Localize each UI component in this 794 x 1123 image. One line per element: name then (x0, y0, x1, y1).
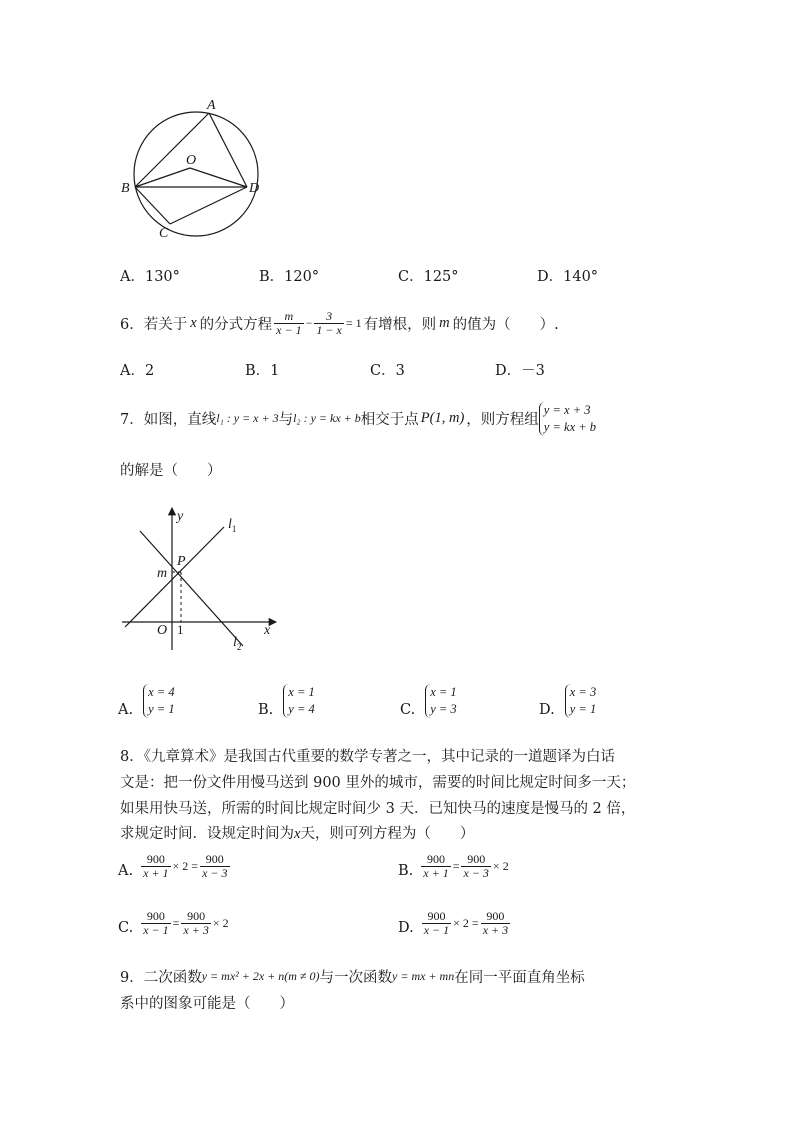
q9-quadratic: y = mx² + 2x + n(m ≠ 0) (201, 969, 320, 983)
q7-option-d-letter: D. (539, 701, 555, 718)
label-p: P (177, 554, 186, 569)
q8-option-b-d1: x + 1 (423, 865, 449, 880)
label-m: m (157, 566, 168, 581)
q6-stem (120, 310, 559, 336)
q6-var-x: x (190, 314, 197, 331)
q7-option-a[interactable] (118, 684, 175, 718)
circle-o (134, 112, 258, 236)
q8-line-3: 如果用快马送，所需的时间比规定时间少 3 天．已知快马的速度是慢马的 2 倍， (120, 801, 636, 817)
q7-sys-row2: y = kx + b (543, 419, 597, 434)
label-one: 1 (177, 622, 184, 637)
q8-option-d-letter: D. (398, 920, 414, 937)
q8-option-a-mid: × 2 = (172, 858, 199, 873)
segment-ab (135, 113, 209, 187)
q8-option-c-frac2 (181, 910, 210, 936)
label-l2-sub: 2 (236, 642, 242, 652)
axis-label-x: x (264, 623, 271, 638)
q8-option-b-letter: B. (398, 863, 414, 880)
q8-option-d-n2: 900 (481, 910, 510, 924)
q7-option-d[interactable] (539, 684, 596, 718)
q7-number: 7． (120, 412, 144, 429)
q6-frac2-den: 1 − x (316, 322, 342, 337)
axis-label-y: y (177, 509, 184, 524)
q6-frac1-den: x − 1 (276, 322, 302, 337)
q8-option-c-d2: x + 3 (183, 922, 209, 937)
label-origin: O (157, 623, 168, 638)
q6-option-b[interactable]: B．1 (245, 363, 280, 379)
q7-option-d-row2: y = 1 (569, 701, 597, 716)
q8-line-1: 8．《九章算术》是我国古代重要的数学专著之一，其中记录的一道题译为白话 (120, 749, 615, 765)
q7-option-d-row1: x = 3 (569, 685, 597, 699)
q8-option-a-d2: x − 3 (202, 865, 228, 880)
q7-text4: ，则方程组 (466, 412, 539, 429)
label-c: C (159, 226, 169, 241)
q7-option-c-letter: C. (400, 701, 416, 718)
circle-figure (110, 95, 280, 245)
q7-option-a-system (143, 684, 174, 718)
q6-fraction-1 (274, 310, 303, 336)
q7-option-b-row1: x = 1 (288, 685, 315, 699)
q8-option-d[interactable] (398, 910, 512, 936)
q5-option-c[interactable]: C．125° (398, 269, 459, 285)
label-b: B (121, 181, 130, 196)
q7-option-c-row2: y = 3 (430, 701, 457, 716)
q6-frac2-num: 3 (314, 310, 343, 324)
q7-text3: 相交于点 (360, 412, 419, 429)
q9-line-2: 系中的图象可能是（ ） (120, 996, 294, 1012)
q8-option-d-mid: × 2 = (453, 915, 479, 930)
q8-option-b[interactable] (398, 853, 509, 879)
q7-graph-figure (115, 505, 285, 660)
q6-frac1-num: m (274, 310, 303, 324)
q9-stem (120, 966, 585, 987)
q8-option-b-mid: = (452, 858, 460, 873)
q7-text1: 如图，直线 (143, 412, 217, 429)
q7-option-a-row1: x = 4 (148, 685, 175, 699)
q6-option-c[interactable]: C．3 (370, 363, 405, 379)
segment-ob (135, 168, 190, 187)
q8-option-c-n1: 900 (141, 910, 170, 924)
q8-option-c[interactable] (118, 910, 229, 936)
q7-sys-row1: y = x + 3 (543, 403, 591, 417)
label-d: D (249, 181, 260, 196)
q6-text1: 若关于 (143, 316, 188, 333)
q7-option-a-row2: y = 1 (148, 701, 175, 716)
q6-text3: 有增根，则 (363, 316, 437, 333)
label-l2-main: l (233, 635, 237, 650)
q7-option-b-row2: y = 4 (288, 701, 315, 716)
q8-option-c-mid: = (172, 915, 180, 930)
q7-text2: 与 (278, 412, 294, 429)
q7-option-b-letter: B. (258, 701, 274, 718)
q8-option-d-frac2 (481, 910, 510, 936)
q7-equation-system (539, 402, 596, 436)
label-a: A (207, 98, 216, 113)
q8-option-b-n2: 900 (461, 853, 490, 867)
q8-option-c-tail: × 2 (212, 915, 229, 930)
label-l1 (228, 517, 236, 534)
q8-option-a-frac1 (141, 853, 170, 879)
q6-option-d[interactable]: D．－3 (495, 363, 545, 379)
q9-text2: 与一次函数 (319, 970, 393, 986)
q5-option-a[interactable]: A．130° (120, 269, 180, 285)
label-l1-sub: 1 (231, 524, 237, 534)
q5-option-d[interactable]: D．140° (537, 269, 599, 285)
q6-minus: − (305, 315, 313, 330)
q8-option-c-n2: 900 (181, 910, 210, 924)
q8-option-c-frac1 (141, 910, 170, 936)
q7-option-b[interactable] (258, 684, 315, 718)
q7-text5: 的解是（ ） (120, 463, 222, 479)
q8-line-4a: 求规定时间．设规定时间为 (120, 826, 294, 842)
line-l1 (125, 527, 224, 627)
q6-text2: 的分式方程 (199, 316, 273, 333)
q8-line-4 (120, 822, 474, 843)
q8-option-a-letter: A. (118, 863, 134, 880)
q7-point-p: P(1, m) (420, 410, 465, 427)
q9-text3: 在同一平面直角坐标 (454, 970, 585, 986)
q7-option-a-letter: A. (118, 701, 134, 718)
q8-option-b-n1: 900 (421, 853, 450, 867)
q8-option-a-d1: x + 1 (143, 865, 169, 880)
label-l1-main: l (228, 517, 232, 532)
q7-stem (120, 402, 596, 436)
q8-option-a-n2: 900 (200, 853, 229, 867)
q8-option-d-frac1 (422, 910, 451, 936)
q8-option-b-frac1 (421, 853, 450, 879)
q7-line-l2: l₂ : y = kx + b (293, 411, 361, 426)
q8-option-d-n1: 900 (422, 910, 451, 924)
q8-var-x: x (294, 826, 301, 842)
q7-option-c[interactable] (400, 684, 457, 718)
q6-option-a[interactable]: A．2 (120, 363, 155, 379)
label-o: O (186, 153, 197, 168)
q8-option-a[interactable] (118, 853, 232, 879)
q7-option-b-system (283, 684, 314, 718)
q6-text4: 的值为（ ）. (452, 316, 559, 333)
q7-line-l1: l₁ : y = x + 3 (216, 411, 279, 426)
q8-option-c-d1: x − 1 (143, 922, 169, 937)
q8-option-a-n1: 900 (141, 853, 170, 867)
q9-number: 9． (120, 970, 144, 986)
q8-option-a-frac2 (200, 853, 229, 879)
q7-option-c-row1: x = 1 (430, 685, 457, 699)
q8-option-b-frac2 (461, 853, 490, 879)
q8-line-4b: 天，则可列方程为（ ） (300, 826, 475, 842)
q9-linear: y = mx + mn (392, 969, 455, 983)
q7-option-d-system (565, 684, 596, 718)
q8-option-d-d2: x + 3 (482, 922, 509, 937)
q8-option-c-letter: C. (118, 920, 134, 937)
q9-text1: 二次函数 (143, 970, 202, 986)
q8-option-b-d2: x − 3 (463, 865, 489, 880)
q6-fraction-2 (314, 310, 343, 336)
q8-line-2: 文是：把一份文件用慢马送到 900 里外的城市，需要的时间比规定时间多一天； (120, 775, 636, 791)
label-l2 (233, 635, 241, 652)
q8-option-b-tail: × 2 (492, 858, 509, 873)
q6-equals: = 1 (345, 315, 362, 330)
q6-number: 6． (120, 316, 144, 333)
q5-option-b[interactable]: B．120° (259, 269, 320, 285)
q8-option-d-d1: x − 1 (423, 922, 450, 937)
line-l2 (140, 531, 243, 646)
segment-cd (170, 187, 247, 224)
q7-option-c-system (425, 684, 456, 718)
q6-var-m: m (439, 314, 450, 331)
